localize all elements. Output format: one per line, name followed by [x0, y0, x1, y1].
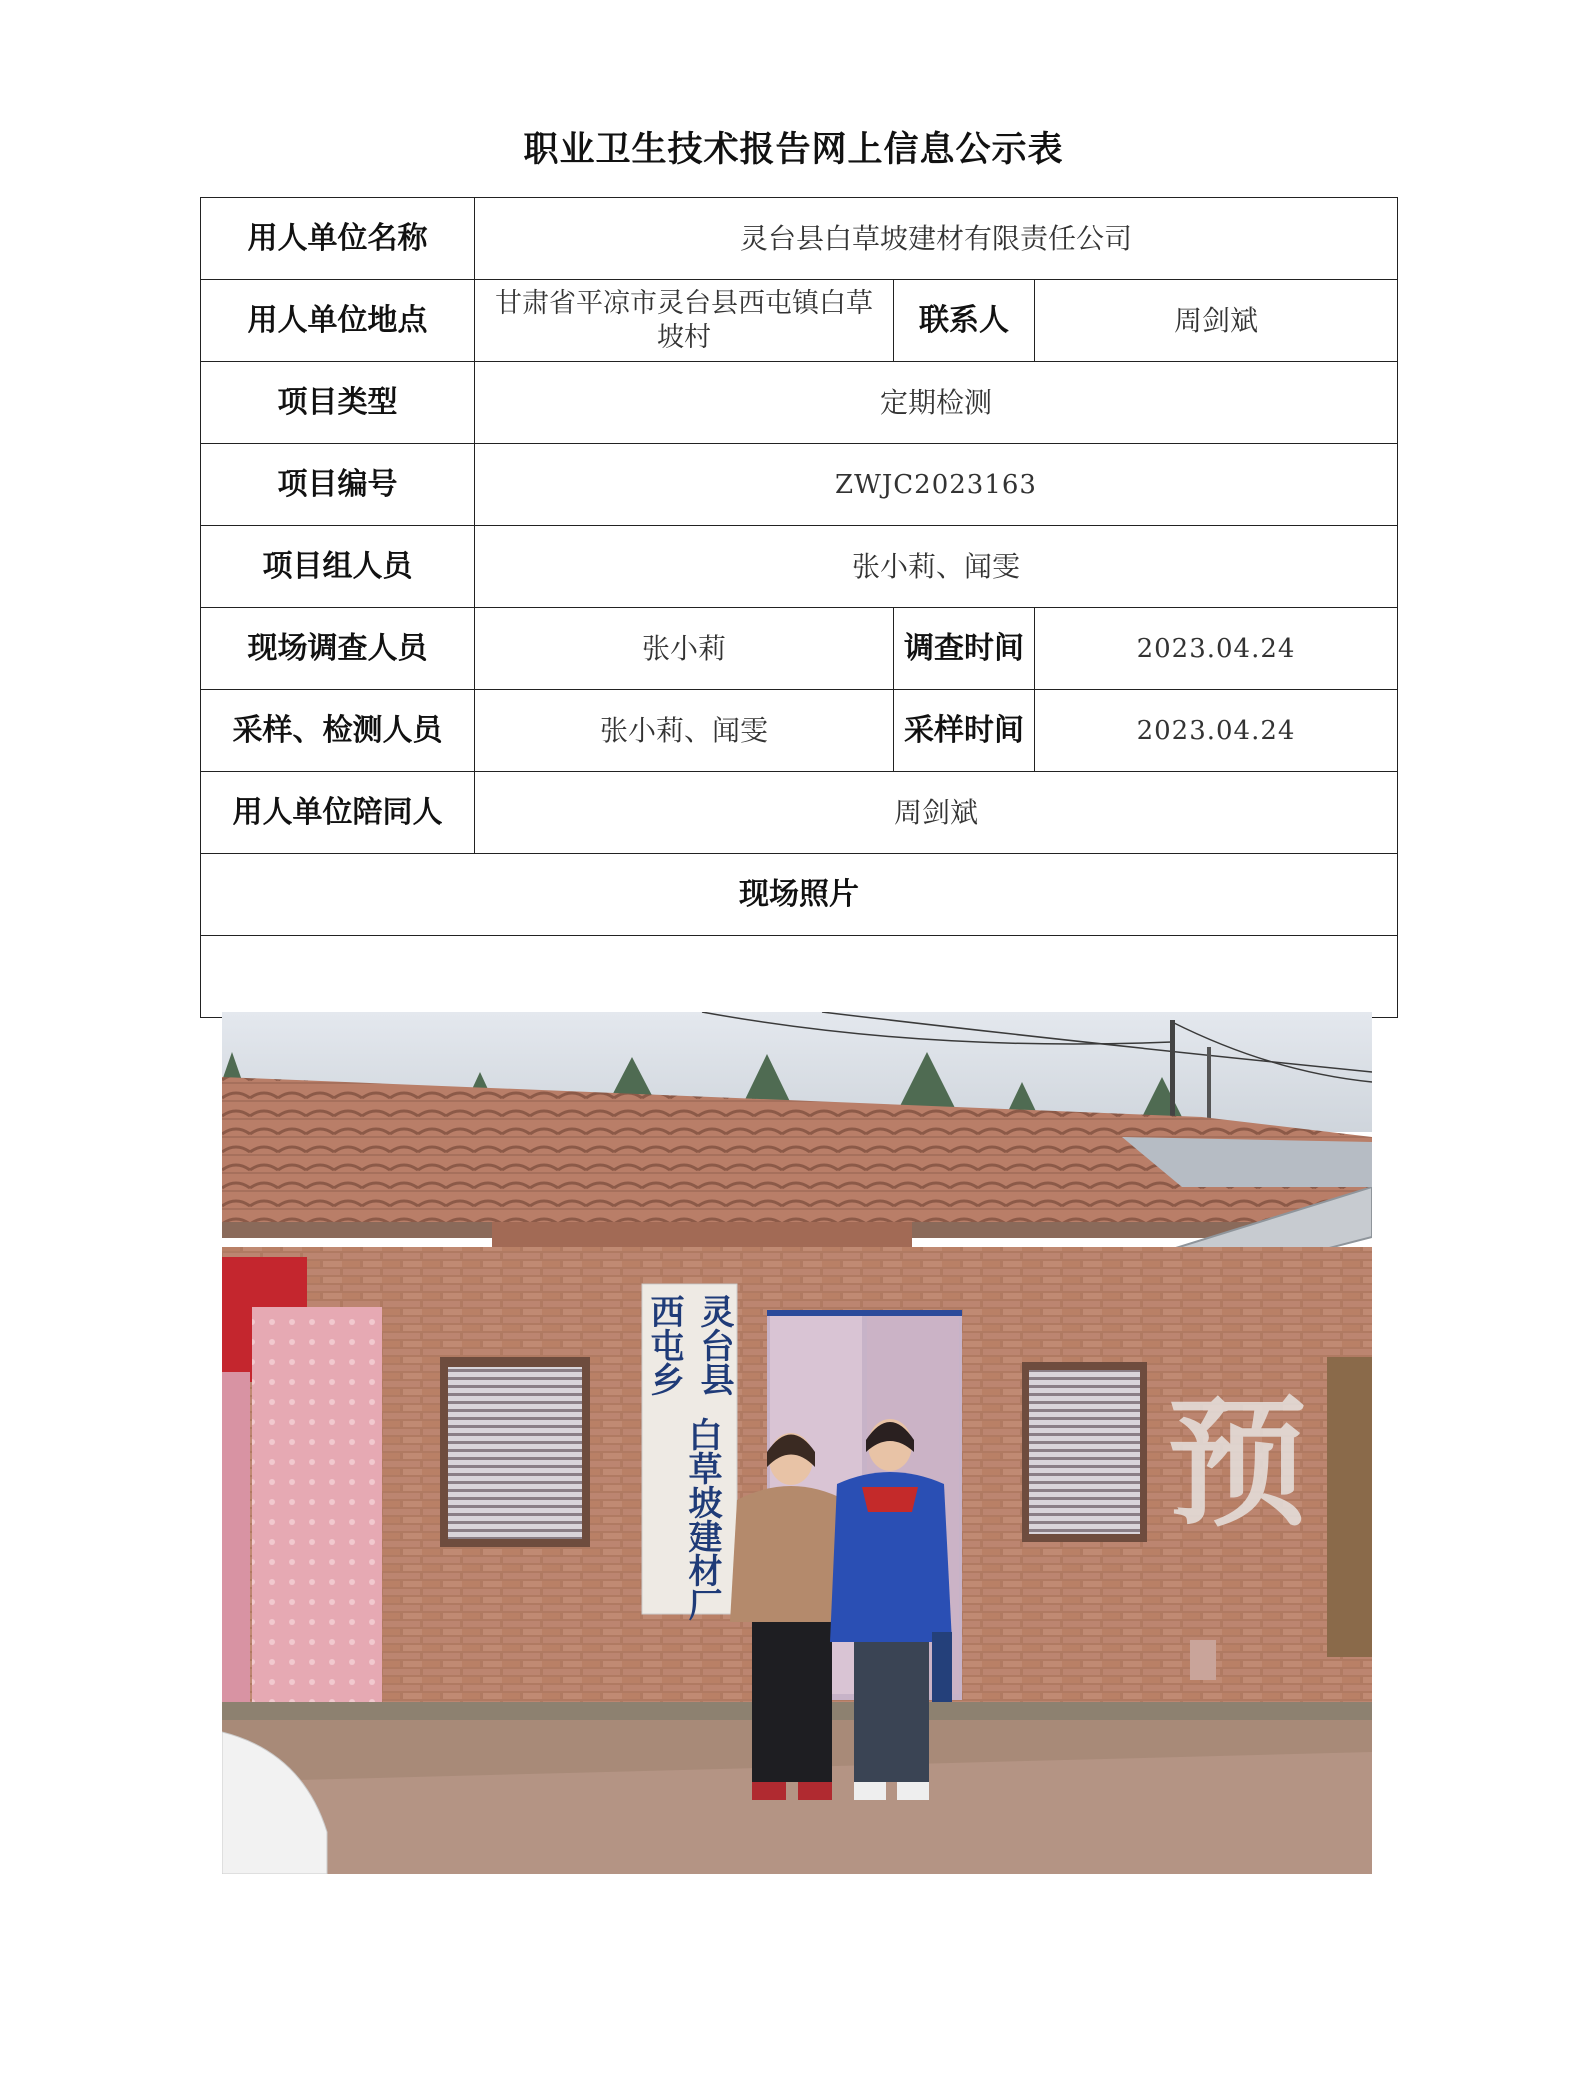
- team-label: 项目组人员: [201, 526, 475, 608]
- company-name-value: 灵台县白草坡建材有限责任公司: [475, 198, 1398, 280]
- info-table: [200, 197, 1398, 1018]
- survey-staff-label: 现场调查人员: [201, 608, 475, 690]
- escort-label: 用人单位陪同人: [201, 772, 475, 854]
- row-sampling: [201, 690, 1398, 772]
- row-escort: [201, 772, 1398, 854]
- address-label: 用人单位地点: [201, 280, 475, 362]
- row-company-name: [201, 198, 1398, 280]
- contact-label: 联系人: [894, 280, 1035, 362]
- row-team: [201, 526, 1398, 608]
- row-project-no: [201, 444, 1398, 526]
- project-type-label: 项目类型: [201, 362, 475, 444]
- photo-cell: [201, 936, 1398, 1018]
- row-project-type: [201, 362, 1398, 444]
- site-photo: [222, 1012, 1372, 1874]
- sampling-time-value: 2023.04.24: [1035, 690, 1398, 772]
- company-name-label: 用人单位名称: [201, 198, 475, 280]
- project-no-label: 项目编号: [201, 444, 475, 526]
- project-type-value: 定期检测: [475, 362, 1398, 444]
- survey-time-value: 2023.04.24: [1035, 608, 1398, 690]
- photo-left-curtain: [252, 1307, 382, 1757]
- photo-wall-mark: 预: [1167, 1383, 1308, 1546]
- photo-sign-right-top: 灵台县: [694, 1294, 734, 1396]
- row-photo: [201, 936, 1398, 1018]
- sampling-time-label: 采样时间: [894, 690, 1035, 772]
- contact-value: 周剑斌: [1035, 280, 1398, 362]
- photo-sign-left: 西屯乡: [644, 1294, 684, 1396]
- photo-section-label: 现场照片: [201, 854, 1398, 936]
- row-survey: [201, 608, 1398, 690]
- project-no-value: ZWJC2023163: [475, 444, 1398, 526]
- survey-staff-value: 张小莉: [475, 608, 894, 690]
- row-photo-header: [201, 854, 1398, 936]
- address-value: 甘肃省平凉市灵台县西屯镇白草坡村: [475, 280, 894, 362]
- sampling-staff-value: 张小莉、闻雯: [475, 690, 894, 772]
- escort-value: 周剑斌: [475, 772, 1398, 854]
- photo-sign-right-bottom: 白草坡建材厂: [682, 1417, 722, 1621]
- team-value: 张小莉、闻雯: [475, 526, 1398, 608]
- row-address: [201, 280, 1398, 362]
- document-title: 职业卫生技术报告网上信息公示表: [523, 130, 1064, 170]
- sampling-staff-label: 采样、检测人员: [201, 690, 475, 772]
- survey-time-label: 调查时间: [894, 608, 1035, 690]
